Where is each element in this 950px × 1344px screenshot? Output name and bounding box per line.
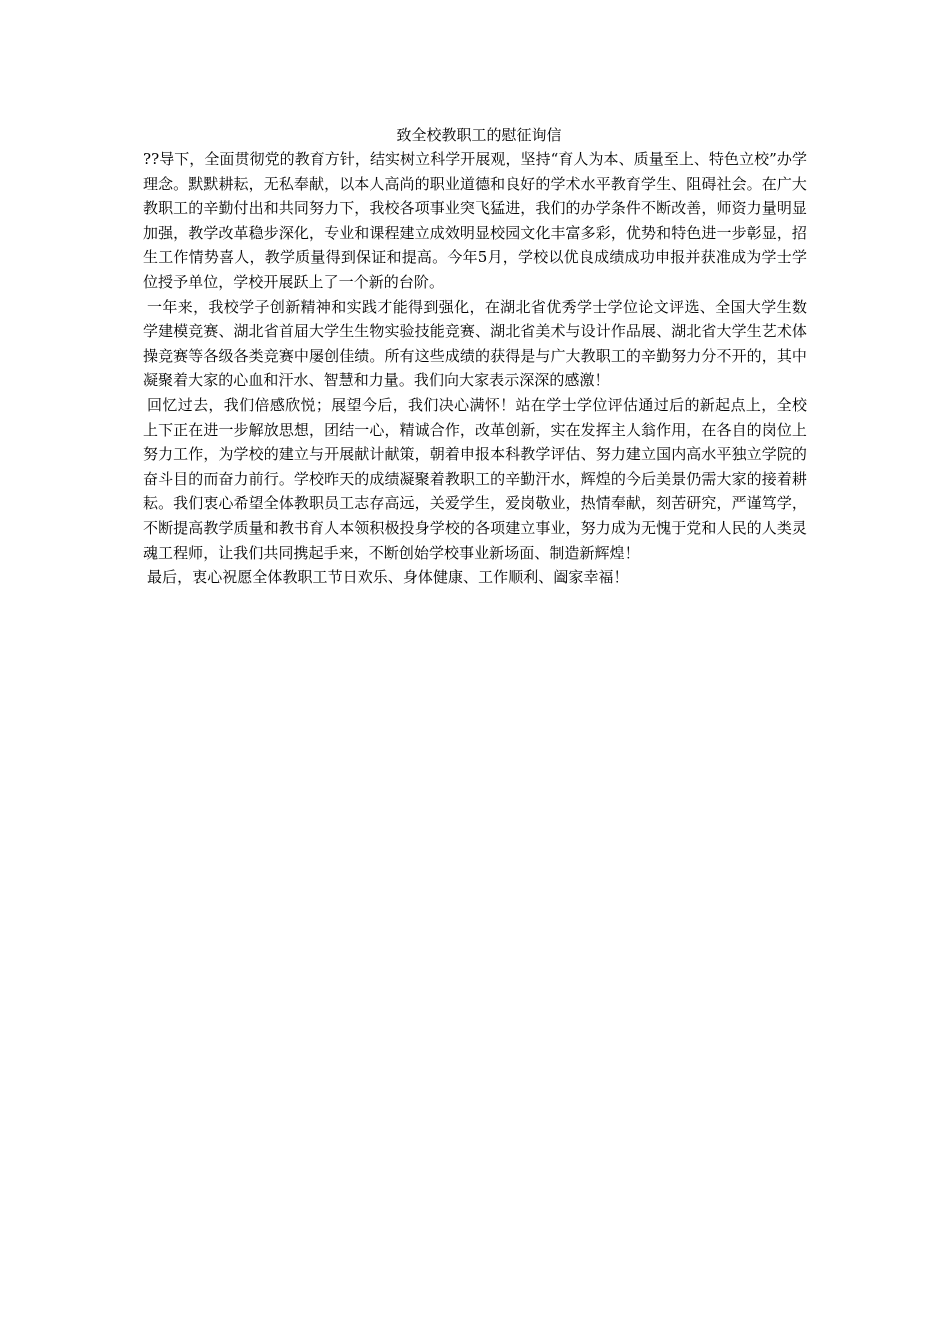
- paragraph-2: 一年来，我校学子创新精神和实践才能得到强化，在湖北省优秀学士学位论文评选、全国大学生数学建模竞赛、湖北省首届大学生生物实验技能竞赛、湖北省美术与设计作品展、湖北省大学生艺术体操竞赛等各级各类竞赛中屡创佳绩。所有这些成绩的获得是与广大教职工的辛勤努力分不开的，其中凝聚着大家的心血和汗水、智慧和力量。我们向大家表示深深的感激！: [143, 297, 807, 390]
- document-page: [143, 124, 807, 590]
- document-title: 致全校教职工的慰征询信: [396, 126, 562, 144]
- paragraph-1: ??导下，全面贯彻党的教育方针，结实树立科学开展观，坚持“育人为本、质量至上、特色立校”办学理念。默默耕耘，无私奉献，以本人高尚的职业道德和良好的学术水平教育学生、阻碍社会。在广大教职工的辛勤付出和共同努力下，我校各项事业突飞猛进，我们的办学条件不断改善，师资力量明显加强，教学改革稳步深化，专业和课程建立成效明显校园文化丰富多彩，优势和特色进一步彰显，招生工作情势喜人，教学质量得到保证和提高。今年5月，学校以优良成绩成功申报并获准成为学士学位授予单位，学校开展跃上了一个新的台阶。: [143, 150, 807, 291]
- paragraph-3: 回忆过去，我们倍感欣悦；展望今后，我们决心满怀！站在学士学位评估通过后的新起点上，全校上下正在进一步解放思想，团结一心，精诚合作，改革创新，实在发挥主人翁作用，在各自的岗位上努力工作，为学校的建立与开展献计献策，朝着申报本科教学评估、努力建立国内高水平独立学院的奋斗目的而奋力前行。学校昨天的成绩凝聚着教职工的辛勤汗水，辉煌的今后美景仍需大家的接着耕耘。我们衷心希望全体教职员工志存高远，关爱学生，爱岗敬业，热情奉献，刻苦研究，严谨笃学，不断提高教学质量和教书育人本领积极投身学校的各项建立事业，努力成为无愧于党和人民的人类灵魂工程师，让我们共同携起手来，不断创始学校事业新场面、制造新辉煌！: [143, 395, 807, 562]
- paragraph-4: 最后，衷心祝愿全体教职工节日欢乐、身体健康、工作顺利、阖家幸福！: [147, 568, 629, 587]
